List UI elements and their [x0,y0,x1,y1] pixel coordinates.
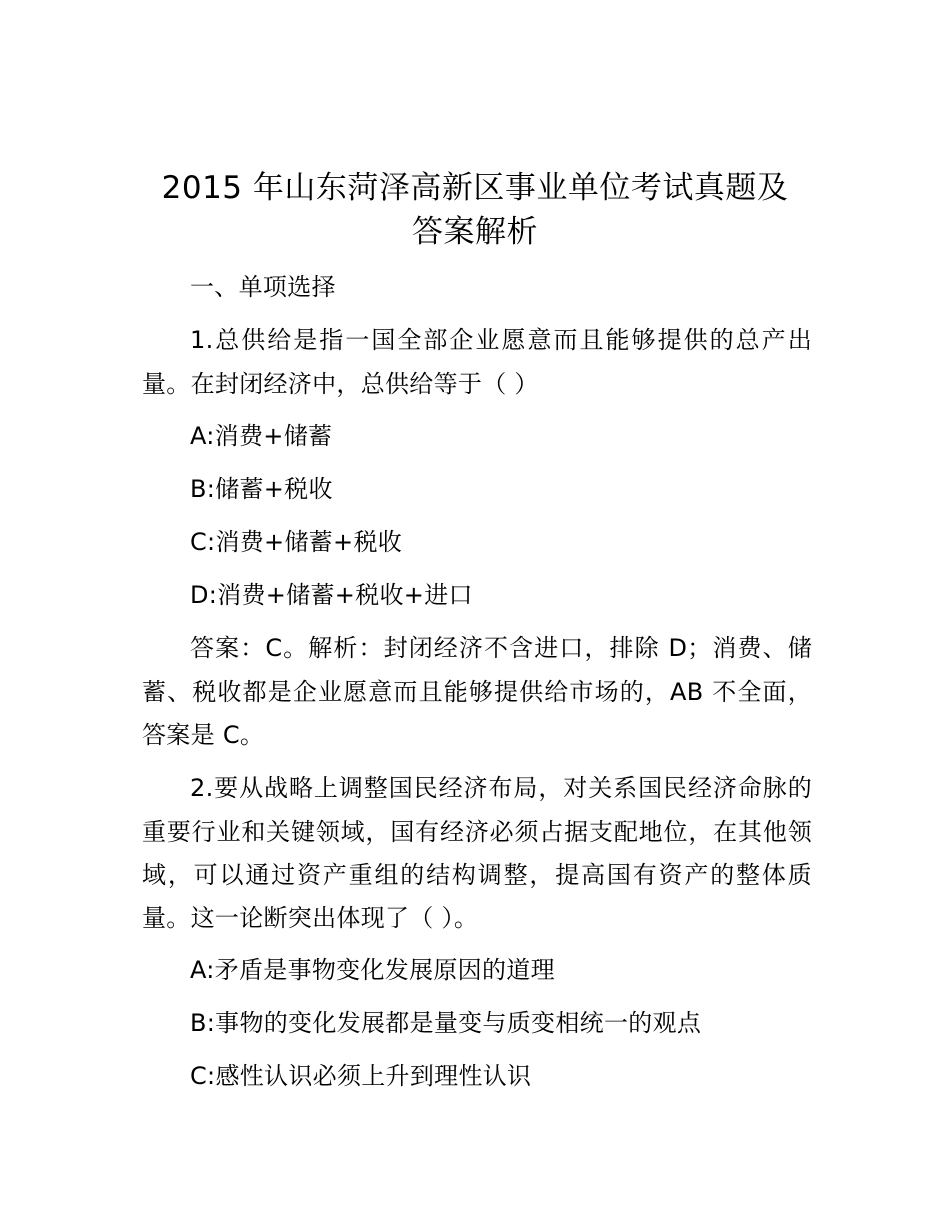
question-1-option-d: D:消费+储蓄+税收+进口 [190,581,473,609]
document-title-line-2: 答案解析 [412,214,538,250]
question-1-answer-line-2: 蓄、税收都是企业愿意而且能够提供给市场的，AB 不全面， [142,678,812,706]
question-2-option-c: C:感性认识必须上升到理性认识 [190,1062,532,1090]
question-1-option-a: A:消费+储蓄 [190,422,333,450]
question-2-line-4: 量。这一论断突出体现了（ ）。 [142,904,479,932]
section-heading: 一、单项选择 [190,273,336,301]
question-1-line-1: 1.总供给是指一国全部企业愿意而且能够提供的总产出 [190,326,812,354]
question-1-option-c: C:消费+储蓄+税收 [190,528,403,556]
question-2-option-a: A:矛盾是事物变化发展原因的道理 [190,956,555,984]
question-2-line-3: 域，可以通过资产重组的结构调整，提高国有资产的整体质 [142,861,812,889]
question-1-option-b: B:储蓄+税收 [190,475,333,503]
question-2-line-2: 重要行业和关键领域，国有经济必须占据支配地位，在其他领 [142,818,812,846]
question-1-line-2: 量。在封闭经济中，总供给等于（ ） [142,370,539,398]
document-title-line-1: 2015 年山东菏泽高新区事业单位考试真题及 [161,170,789,206]
question-1-answer-line-3: 答案是 C。 [142,721,265,749]
question-2-option-b: B:事物的变化发展都是量变与质变相统一的观点 [190,1009,702,1037]
question-2-line-1: 2.要从战略上调整国民经济布局，对关系国民经济命脉的 [190,774,812,802]
question-1-answer-line-1: 答案：C。解析：封闭经济不含进口，排除 D；消费、储 [190,634,812,662]
